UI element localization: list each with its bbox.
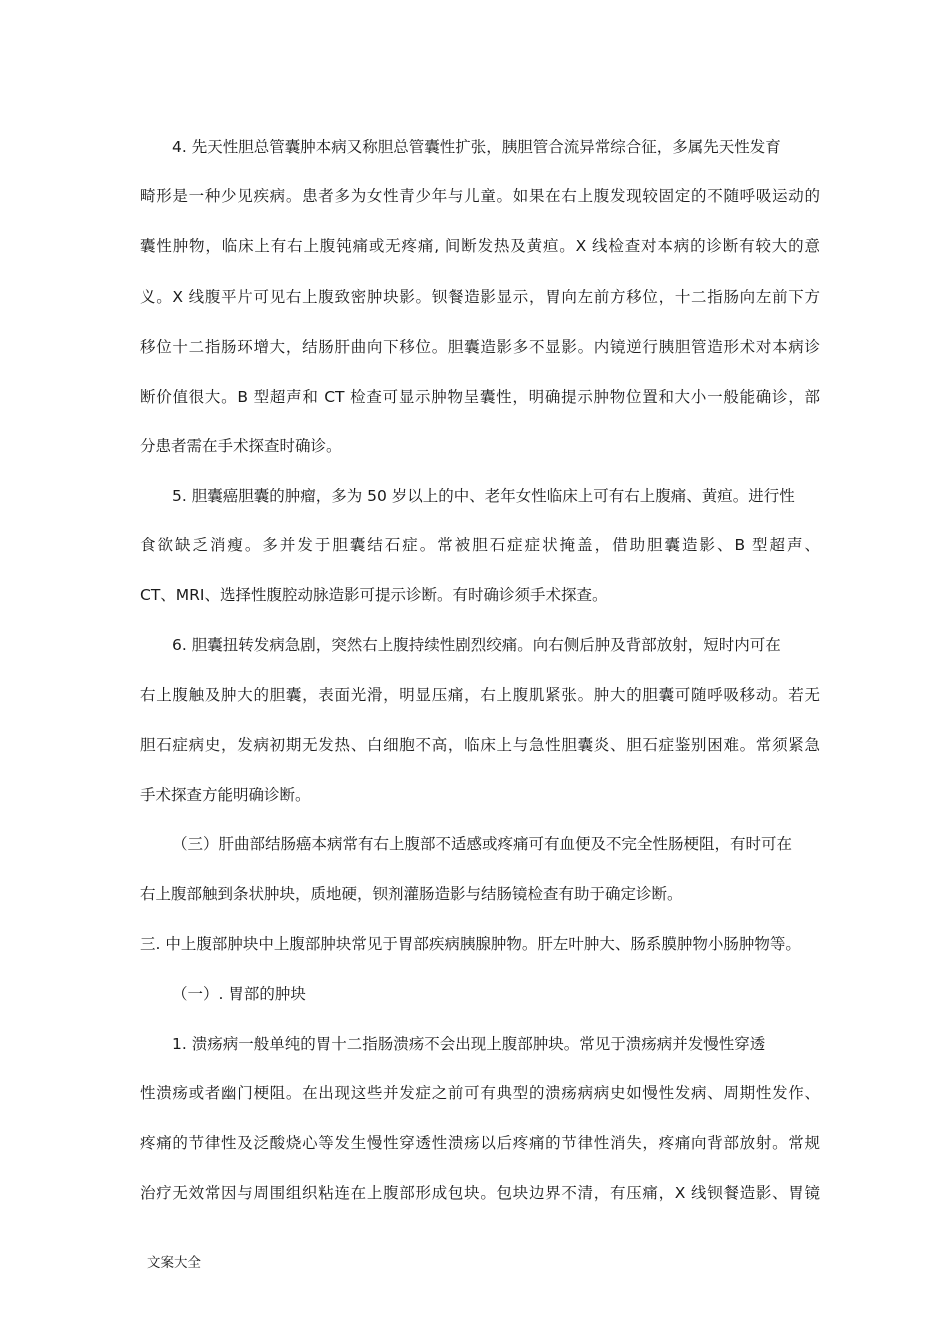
text-line: CT、MRI、选择性腹腔动脉造影可提示诊断。有时确诊须手术探查。 [140,586,608,604]
text-line: （三）肝曲部结肠癌本病常有右上腹部不适感或疼痛可有血便及不完全性肠梗阻，有时可在 [172,835,793,853]
text-line: 右上腹触及肿大的胆囊，表面光滑，明显压痛，右上腹肌紧张。肿大的胆囊可随呼吸移动。若无 [140,686,820,704]
text-line: 手术探查方能明确诊断。 [140,786,311,804]
text-line: 移位十二指肠环增大，结肠肝曲向下移位。胆囊造影多不显影。内镜逆行胰胆管造形术对本病诊 [140,338,820,356]
text-line: 畸形是一种少见疾病。患者多为女性青少年与儿童。如果在右上腹发现较固定的不随呼吸运动的 [140,187,820,205]
text-line: 分患者需在手术探查时确诊。 [140,437,342,455]
text-line: 断价值很大。B 型超声和 CT 检查可显示肿物呈囊性，明确提示肿物位置和大小一般能确诊，部 [140,388,820,406]
footer-label: 文案大全 [147,1255,201,1271]
text-line: 疼痛的节律性及泛酸烧心等发生慢性穿透性溃疡以后疼痛的节律性消失，疼痛向背部放射。常规 [140,1134,820,1152]
section-heading: 三. 中上腹部肿块中上腹部肿块常见于胃部疾病胰腺肿物。肝左叶肿大、肠系膜肿物小肠肿物等。 [140,935,801,953]
text-line: 右上腹部触到条状肿块，质地硬，钡剂灌肠造影与结肠镜检查有助于确定诊断。 [140,885,683,903]
text-line: 5. 胆囊癌胆囊的肿瘤，多为 50 岁以上的中、老年女性临床上可有右上腹痛、黄疸。进行性 [172,487,795,505]
text-line: 4. 先天性胆总管囊肿本病又称胆总管囊性扩张，胰胆管合流异常综合征，多属先天性发育 [172,138,781,156]
text-line: 食欲缺乏消瘦。多并发于胆囊结石症。常被胆石症症状掩盖，借助胆囊造影、B 型超声、 [140,536,820,554]
text-line: 治疗无效常因与周围组织粘连在上腹部形成包块。包块边界不清，有压痛，X 线钡餐造影、胃镜 [140,1184,820,1202]
text-line: 1. 溃疡病一般单纯的胃十二指肠溃疡不会出现上腹部肿块。常见于溃疡病并发慢性穿透 [172,1035,766,1053]
subsection-heading: （一）. 胃部的肿块 [172,985,306,1003]
text-line: 性溃疡或者幽门梗阻。在出现这些并发症之前可有典型的溃疡病病史如慢性发病、周期性发作、 [140,1084,820,1102]
text-line: 6. 胆囊扭转发病急剧，突然右上腹持续性剧烈绞痛。向右侧后肿及背部放射，短时内可在 [172,636,781,654]
text-line: 义。X 线腹平片可见右上腹致密肿块影。钡餐造影显示，胃向左前方移位，十二指肠向左前下方 [140,288,820,306]
text-line: 胆石症病史，发病初期无发热、白细胞不高，临床上与急性胆囊炎、胆石症鉴别困难。常须紧急 [140,736,820,754]
text-line: 囊性肿物，临床上有右上腹钝痛或无疼痛, 间断发热及黄疸。X 线检查对本病的诊断有较大的意 [140,237,820,255]
